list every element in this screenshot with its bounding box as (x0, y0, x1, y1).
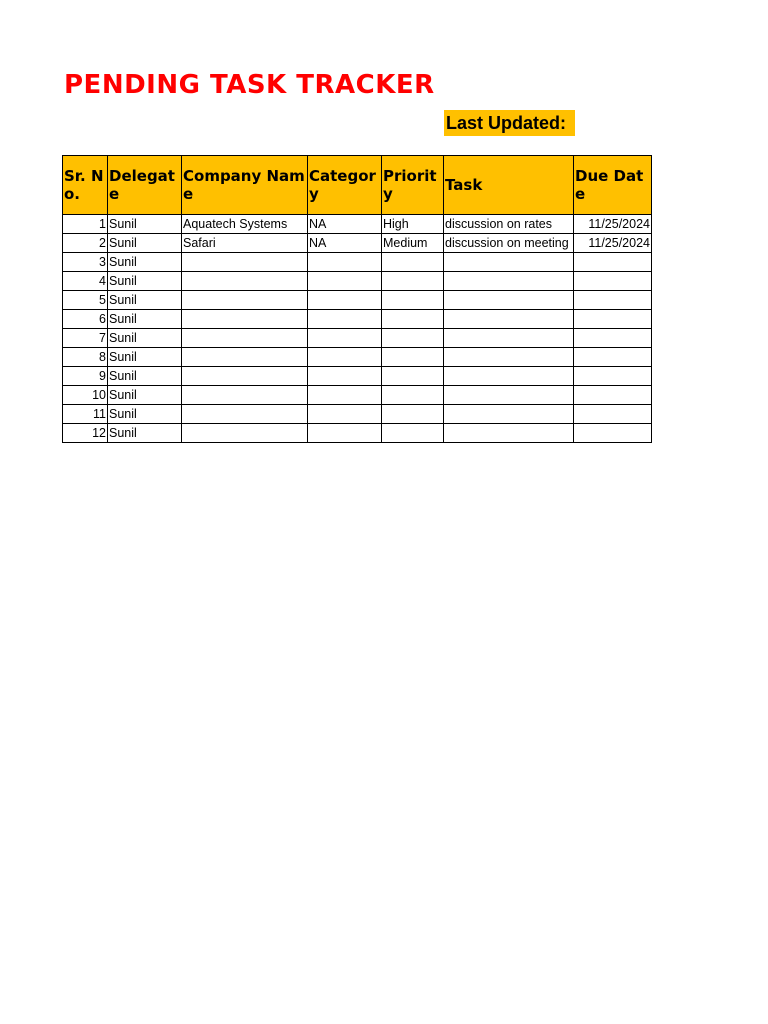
cell-company-name[interactable] (182, 310, 308, 329)
cell-delegate[interactable]: Sunil (108, 424, 182, 443)
header-task[interactable]: Task (444, 156, 574, 215)
table-header-row (63, 156, 652, 215)
table-row (63, 405, 652, 424)
cell-sr-no[interactable]: 4 (63, 272, 108, 291)
cell-sr-no[interactable]: 12 (63, 424, 108, 443)
cell-category[interactable] (308, 424, 382, 443)
cell-task[interactable] (444, 348, 574, 367)
cell-sr-no[interactable]: 8 (63, 348, 108, 367)
header-category[interactable]: Category (308, 156, 382, 215)
cell-task[interactable] (444, 424, 574, 443)
cell-delegate[interactable]: Sunil (108, 329, 182, 348)
cell-delegate[interactable]: Sunil (108, 234, 182, 253)
cell-due-date[interactable] (574, 329, 652, 348)
cell-priority[interactable] (382, 405, 444, 424)
cell-due-date[interactable] (574, 386, 652, 405)
cell-delegate[interactable]: Sunil (108, 215, 182, 234)
cell-due-date[interactable]: 11/25/2024 (574, 234, 652, 253)
task-table (62, 155, 652, 443)
cell-priority[interactable] (382, 291, 444, 310)
cell-sr-no[interactable]: 6 (63, 310, 108, 329)
cell-sr-no[interactable]: 11 (63, 405, 108, 424)
table-row (63, 253, 652, 272)
cell-company-name[interactable] (182, 424, 308, 443)
cell-category[interactable] (308, 367, 382, 386)
table-row (63, 329, 652, 348)
cell-category[interactable] (308, 405, 382, 424)
cell-priority[interactable]: Medium (382, 234, 444, 253)
cell-task[interactable] (444, 291, 574, 310)
cell-company-name[interactable] (182, 386, 308, 405)
cell-delegate[interactable]: Sunil (108, 386, 182, 405)
cell-company-name[interactable] (182, 272, 308, 291)
cell-sr-no[interactable]: 5 (63, 291, 108, 310)
cell-company-name[interactable] (182, 405, 308, 424)
cell-priority[interactable] (382, 310, 444, 329)
cell-due-date[interactable] (574, 424, 652, 443)
table-row (63, 215, 652, 234)
page-title: PENDING TASK TRACKER (64, 70, 435, 100)
cell-priority[interactable] (382, 367, 444, 386)
cell-due-date[interactable] (574, 348, 652, 367)
cell-sr-no[interactable]: 10 (63, 386, 108, 405)
cell-delegate[interactable]: Sunil (108, 253, 182, 272)
cell-delegate[interactable]: Sunil (108, 348, 182, 367)
cell-category[interactable]: NA (308, 234, 382, 253)
cell-company-name[interactable] (182, 291, 308, 310)
cell-priority[interactable] (382, 348, 444, 367)
cell-category[interactable] (308, 310, 382, 329)
header-company-name[interactable]: Company Name (182, 156, 308, 215)
cell-task[interactable]: discussion on rates (444, 215, 574, 234)
cell-due-date[interactable] (574, 405, 652, 424)
cell-company-name[interactable]: Safari (182, 234, 308, 253)
header-sr-no[interactable]: Sr. No. (63, 156, 108, 215)
cell-delegate[interactable]: Sunil (108, 272, 182, 291)
cell-category[interactable] (308, 253, 382, 272)
table-row (63, 424, 652, 443)
cell-company-name[interactable] (182, 348, 308, 367)
cell-category[interactable] (308, 291, 382, 310)
cell-delegate[interactable]: Sunil (108, 310, 182, 329)
cell-priority[interactable] (382, 386, 444, 405)
last-updated-label: Last Updated: (444, 110, 575, 136)
cell-due-date[interactable] (574, 291, 652, 310)
cell-priority[interactable] (382, 329, 444, 348)
table-row (63, 291, 652, 310)
cell-company-name[interactable]: Aquatech Systems (182, 215, 308, 234)
cell-due-date[interactable]: 11/25/2024 (574, 215, 652, 234)
cell-category[interactable] (308, 348, 382, 367)
table-row (63, 348, 652, 367)
table-row (63, 386, 652, 405)
cell-sr-no[interactable]: 2 (63, 234, 108, 253)
cell-sr-no[interactable]: 9 (63, 367, 108, 386)
cell-category[interactable] (308, 329, 382, 348)
cell-priority[interactable] (382, 272, 444, 291)
cell-priority[interactable]: High (382, 215, 444, 234)
cell-category[interactable]: NA (308, 215, 382, 234)
cell-task[interactable] (444, 405, 574, 424)
header-delegate[interactable]: Delegate (108, 156, 182, 215)
table-row (63, 310, 652, 329)
cell-sr-no[interactable]: 1 (63, 215, 108, 234)
table-row (63, 367, 652, 386)
cell-sr-no[interactable]: 3 (63, 253, 108, 272)
cell-delegate[interactable]: Sunil (108, 405, 182, 424)
table-row (63, 272, 652, 291)
table-row (63, 234, 652, 253)
cell-task[interactable]: discussion on meeting (444, 234, 574, 253)
header-priority[interactable]: Priority (382, 156, 444, 215)
header-due-date[interactable]: Due Date (574, 156, 652, 215)
cell-task[interactable] (444, 272, 574, 291)
cell-priority[interactable] (382, 424, 444, 443)
cell-sr-no[interactable]: 7 (63, 329, 108, 348)
cell-company-name[interactable] (182, 253, 308, 272)
cell-task[interactable] (444, 329, 574, 348)
cell-priority[interactable] (382, 253, 444, 272)
cell-company-name[interactable] (182, 367, 308, 386)
cell-due-date[interactable] (574, 367, 652, 386)
cell-delegate[interactable]: Sunil (108, 291, 182, 310)
cell-category[interactable] (308, 272, 382, 291)
cell-due-date[interactable] (574, 310, 652, 329)
cell-company-name[interactable] (182, 329, 308, 348)
cell-task[interactable] (444, 367, 574, 386)
cell-delegate[interactable]: Sunil (108, 367, 182, 386)
cell-due-date[interactable] (574, 272, 652, 291)
cell-task[interactable] (444, 253, 574, 272)
cell-category[interactable] (308, 386, 382, 405)
cell-task[interactable] (444, 386, 574, 405)
cell-task[interactable] (444, 310, 574, 329)
cell-due-date[interactable] (574, 253, 652, 272)
